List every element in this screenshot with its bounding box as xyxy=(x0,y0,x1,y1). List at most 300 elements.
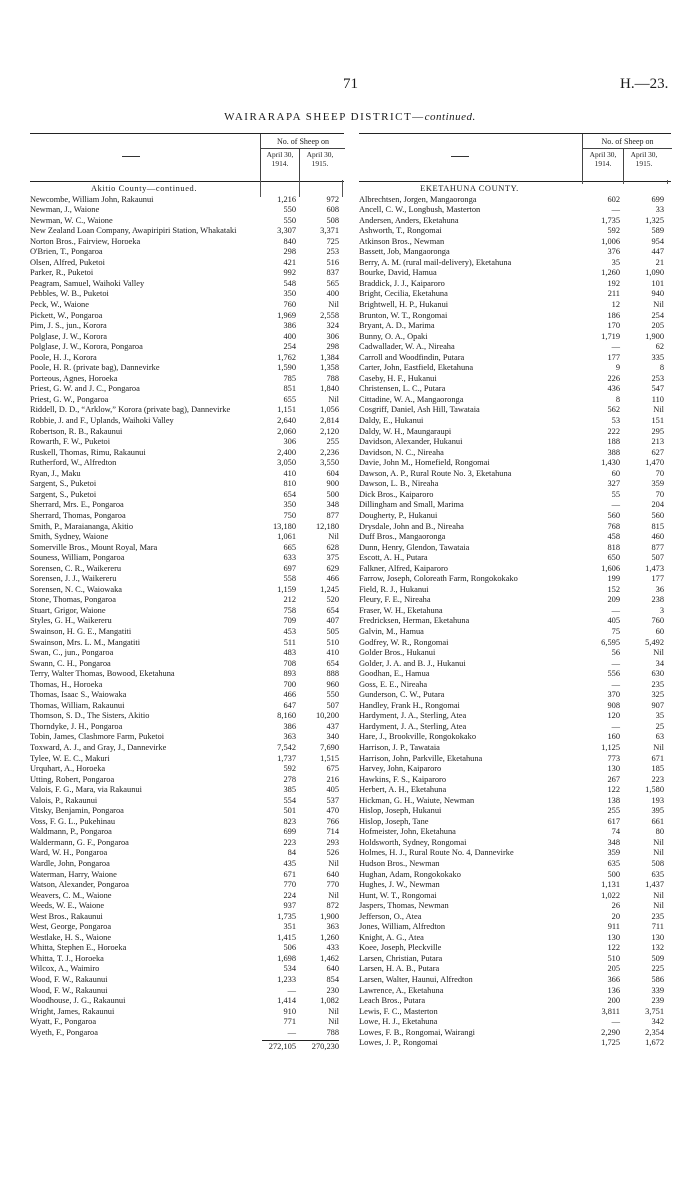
sheep-1915: 1,090 xyxy=(645,268,664,278)
owner-name: Whitta, T. J., Horoeka xyxy=(30,953,104,963)
table-row xyxy=(359,638,671,649)
sheep-1915: 204 xyxy=(651,500,664,510)
table-row xyxy=(359,458,671,469)
sheep-1914: 200 xyxy=(607,996,620,1006)
owner-name: Daldy, W. H., Maungaraupi xyxy=(359,426,452,436)
sheep-1914: 550 xyxy=(283,215,296,225)
sheep-1915: 608 xyxy=(326,205,339,215)
sheep-1914: 633 xyxy=(283,553,296,563)
sheep-1914: 1,698 xyxy=(277,953,296,963)
owner-name: Sargent, S., Puketoi xyxy=(30,479,97,489)
table-row xyxy=(30,1028,344,1039)
table-row xyxy=(359,627,671,638)
table-row xyxy=(359,321,671,332)
sheep-1915: 7,690 xyxy=(320,742,339,752)
sheep-1914: 421 xyxy=(283,257,296,267)
header-group-label: No. of Sheep on xyxy=(261,137,345,149)
sheep-1914: 501 xyxy=(283,806,296,816)
sheep-1915: 2,354 xyxy=(645,1027,664,1037)
owner-name: Hudson Bros., Newman xyxy=(359,859,440,868)
sheep-1915: Nil xyxy=(328,300,339,310)
owner-name: Dawson, L. B., Nireaha xyxy=(359,479,439,489)
sheep-1914: 1,719 xyxy=(601,331,620,341)
table-row xyxy=(30,1007,344,1018)
table-row xyxy=(359,933,671,944)
table-row xyxy=(30,933,344,944)
table-row xyxy=(30,838,344,849)
sheep-1914: 351 xyxy=(283,922,296,932)
sheep-1914: — xyxy=(611,679,620,689)
table-row xyxy=(359,479,671,490)
sheep-1914: 386 xyxy=(283,721,296,731)
total-1914: 272,105 xyxy=(268,1042,296,1052)
table-row xyxy=(30,975,344,986)
table-row xyxy=(30,437,344,448)
table-row xyxy=(359,827,671,838)
table-row xyxy=(359,311,671,322)
sheep-1914: 363 xyxy=(283,732,296,742)
owner-name: Toxward, A. J., and Gray, J., Dannevirke xyxy=(30,742,167,752)
sheep-1915: 213 xyxy=(651,437,664,447)
owner-name: Lawrence, A., Eketahuna xyxy=(359,985,444,995)
table-row xyxy=(30,279,344,290)
table-row xyxy=(30,595,344,606)
sheep-1914: 177 xyxy=(607,352,620,362)
table-row xyxy=(30,490,344,501)
sheep-1915: 2,120 xyxy=(320,426,339,436)
sheep-1915: 640 xyxy=(326,964,339,974)
table-row xyxy=(30,574,344,585)
sheep-1914: 558 xyxy=(283,574,296,584)
sheep-1914: 771 xyxy=(283,1017,296,1027)
sheep-1915: 400 xyxy=(326,289,339,299)
table-row xyxy=(30,722,344,733)
sheep-1915: 33 xyxy=(655,205,664,215)
header-owner-dash xyxy=(122,156,140,157)
table-row xyxy=(359,648,671,659)
sheep-1914: 1,735 xyxy=(601,215,620,225)
sheep-1915: 225 xyxy=(651,964,664,974)
owner-name: Pim, J. S., jun., Korora xyxy=(30,321,107,331)
owner-name: Thomas, H., Horoeka xyxy=(30,679,103,689)
sheep-1915: 466 xyxy=(326,574,339,584)
owner-name: Goodhan, E., Hamua xyxy=(359,669,430,679)
table-row xyxy=(30,553,344,564)
sheep-1915: 877 xyxy=(326,510,339,520)
sheep-1915: 348 xyxy=(326,500,339,510)
table-row xyxy=(30,659,344,670)
table-row xyxy=(359,669,671,680)
table-row xyxy=(30,775,344,786)
owner-name: Godfrey, W. R., Rongomai xyxy=(359,637,449,647)
owner-name: Duff Bros., Mangaoronga xyxy=(359,532,446,542)
owner-name: Voss, F. G. L., Pukehinau xyxy=(30,816,116,826)
sheep-1914: 35 xyxy=(611,257,620,267)
table-row xyxy=(30,848,344,859)
sheep-1915: 1,462 xyxy=(320,953,339,963)
owner-name: Lewis, F. C., Masterton xyxy=(359,1006,438,1016)
sheep-1915: 960 xyxy=(326,679,339,689)
table-row xyxy=(30,964,344,975)
table-row xyxy=(30,701,344,712)
sheep-1914: 74 xyxy=(611,827,620,837)
table-row xyxy=(359,954,671,965)
sheep-1915: 671 xyxy=(651,753,664,763)
sheep-1915: 635 xyxy=(651,869,664,879)
sheep-1914: 758 xyxy=(283,605,296,615)
table-row xyxy=(30,901,344,912)
sheep-1914: 650 xyxy=(607,553,620,563)
table-row xyxy=(30,616,344,627)
sheep-1915: Nil xyxy=(653,890,664,900)
sheep-1915: 298 xyxy=(326,342,339,352)
sheep-1915: 62 xyxy=(655,342,664,352)
sheep-1915: Nil xyxy=(653,901,664,911)
sheep-1914: 224 xyxy=(283,890,296,900)
owner-name: Koee, Joseph, Pleckville xyxy=(359,943,442,953)
owner-name: Waldmann, P., Pongaroa xyxy=(30,827,112,837)
table-row xyxy=(30,363,344,374)
owner-name: Sorensen, N. C., Waiowaka xyxy=(30,584,122,594)
sheep-1914: 55 xyxy=(611,489,620,499)
owner-name: Wood, F. W., Rakaunui xyxy=(30,975,108,985)
sheep-1914: 592 xyxy=(283,764,296,774)
sheep-1915: 306 xyxy=(326,331,339,341)
sheep-1915: 630 xyxy=(651,669,664,679)
sheep-1915: 235 xyxy=(651,679,664,689)
sheep-1915: 185 xyxy=(651,764,664,774)
sheep-1915: Nil xyxy=(328,532,339,542)
sheep-1915: 239 xyxy=(651,996,664,1006)
table-row xyxy=(30,427,344,438)
owner-name: Holdsworth, Sydney, Rongomai xyxy=(359,837,467,847)
sheep-1915: Nil xyxy=(653,648,664,658)
sheep-1915: 629 xyxy=(326,563,339,573)
sheep-1914: 192 xyxy=(607,278,620,288)
sheep-1914: 435 xyxy=(283,859,296,868)
sheep-1915: 507 xyxy=(326,700,339,710)
sheep-1915: 110 xyxy=(651,394,664,404)
sheep-1915: 340 xyxy=(326,732,339,742)
sheep-1914: 122 xyxy=(607,785,620,795)
sheep-1914: 12 xyxy=(611,300,620,310)
owner-name: Hunt, W. T., Rongomai xyxy=(359,890,437,900)
owner-name: Thomson, S. D., The Sisters, Akitio xyxy=(30,711,150,721)
owner-name: Poole, H. J., Korora xyxy=(30,352,97,362)
sheep-1915: 410 xyxy=(326,648,339,658)
sheep-1914: 278 xyxy=(283,774,296,784)
sheep-1915: 70 xyxy=(655,489,664,499)
sheep-1915: 205 xyxy=(651,321,664,331)
sheep-1914: 1,061 xyxy=(277,532,296,542)
sheep-1915: 1,900 xyxy=(645,331,664,341)
owner-name: O'Brien, T., Pongaroa xyxy=(30,247,103,257)
sheep-1915: 324 xyxy=(326,321,339,331)
sheep-1914: 466 xyxy=(283,690,296,700)
owner-name: Ruskell, Thomas, Rimu, Rakaunui xyxy=(30,447,146,457)
table-row xyxy=(359,511,671,522)
sheep-1914: 327 xyxy=(607,479,620,489)
sheep-1914: 548 xyxy=(283,278,296,288)
owner-name: Newman, W. C., Waione xyxy=(30,215,113,225)
sheep-1914: 3,050 xyxy=(277,458,296,468)
owner-name: Larsen, H. A. B., Putara xyxy=(359,964,440,974)
total-rule xyxy=(262,1040,339,1041)
sheep-1914: — xyxy=(611,721,620,731)
table-row xyxy=(359,606,671,617)
owner-name: Hislop, Joseph, Hukanui xyxy=(359,806,442,816)
sheep-1915: 325 xyxy=(651,690,664,700)
owner-name: Swan, C., jun., Pongaroa xyxy=(30,648,114,658)
sheep-1915: 10,200 xyxy=(315,711,339,721)
owner-name: Hughan, Adam, Rongokokako xyxy=(359,869,461,879)
owner-name: Robertson, R. B., Rakaunui xyxy=(30,426,123,436)
sheep-1914: 160 xyxy=(607,732,620,742)
sheep-1915: 1,325 xyxy=(645,215,664,225)
header-col-1915: April 30, 1915. xyxy=(630,150,658,168)
header-owner-dash xyxy=(451,156,469,157)
sheep-1914: 255 xyxy=(607,806,620,816)
owner-name: Pebbles, W. B., Puketoi xyxy=(30,289,109,299)
sheep-1914: 410 xyxy=(283,468,296,478)
owner-name: Woodhouse, J. G., Rakaunui xyxy=(30,996,126,1006)
sheep-1914: 306 xyxy=(283,437,296,447)
table-row xyxy=(30,448,344,459)
owner-name: Ancell, C. W., Longbush, Masterton xyxy=(359,205,481,215)
sheep-1915: 1,580 xyxy=(645,785,664,795)
table-row xyxy=(359,690,671,701)
table-row xyxy=(359,384,671,395)
owner-name: Larsen, Walter, Haunui, Alfredton xyxy=(359,975,473,985)
sheep-1915: 255 xyxy=(326,437,339,447)
owner-name: Lowes, F. B., Rongomai, Wairangi xyxy=(359,1027,475,1037)
owner-name: Holmes, H. J., Rural Route No. 4, Dannevirke xyxy=(359,848,514,858)
sheep-1914: 1,606 xyxy=(601,563,620,573)
owner-name: Pickett, W., Pongaroa xyxy=(30,310,103,320)
owner-name: Westlake, H. S., Waione xyxy=(30,932,112,942)
sheep-1915: 760 xyxy=(651,616,664,626)
owner-name: Stuart, Grigor, Waione xyxy=(30,605,106,615)
table-row xyxy=(359,785,671,796)
sheep-1914: 186 xyxy=(607,310,620,320)
sheep-1915: 714 xyxy=(326,827,339,837)
owner-name: Weavers, C. M., Waione xyxy=(30,890,112,900)
owner-name: Wardle, John, Pongaroa xyxy=(30,859,110,868)
table-row xyxy=(359,996,671,1007)
sheep-1914: 1,125 xyxy=(601,742,620,752)
sheep-1914: 366 xyxy=(607,975,620,985)
owner-name: Vitsky, Benjamin, Pongaroa xyxy=(30,806,124,816)
column-rule xyxy=(582,180,583,184)
sheep-1914: 560 xyxy=(607,510,620,520)
sheep-1914: 592 xyxy=(607,226,620,236)
table-row xyxy=(359,522,671,533)
table-row xyxy=(359,659,671,670)
owner-name: Brunton, W. T., Rongomai xyxy=(359,310,448,320)
sheep-1915: 654 xyxy=(326,605,339,615)
table-row xyxy=(30,922,344,933)
table-row xyxy=(30,880,344,891)
table-row xyxy=(359,363,671,374)
sheep-1914: 851 xyxy=(283,384,296,394)
table-row xyxy=(30,500,344,511)
owner-name: Larsen, Christian, Putara xyxy=(359,953,443,963)
owner-name: Wilcox, A., Waimiro xyxy=(30,964,100,974)
sheep-1914: 170 xyxy=(607,321,620,331)
column-rule xyxy=(667,180,668,184)
sheep-1914: 9 xyxy=(615,363,620,373)
sheep-1914: 1,131 xyxy=(601,880,620,890)
table-row xyxy=(30,711,344,722)
owner-name: Harrison, J. P., Tawataia xyxy=(359,742,440,752)
table-row xyxy=(30,827,344,838)
owner-name: Drysdale, John and B., Nireaha xyxy=(359,521,464,531)
table-row xyxy=(30,258,344,269)
owner-name: Fleury, F. E., Nireaha xyxy=(359,595,431,605)
sheep-1914: 370 xyxy=(607,690,620,700)
sheep-1914: 840 xyxy=(283,236,296,246)
owner-name: Swainson, H. G. E., Mangatiti xyxy=(30,626,132,636)
sheep-1915: 940 xyxy=(651,289,664,299)
owner-name: Styles, G. H., Waikereru xyxy=(30,616,112,626)
page-reference: H.—23. xyxy=(620,76,669,92)
owner-name: Davidson, N. C., Nireaha xyxy=(359,447,444,457)
sheep-1915: 177 xyxy=(651,574,664,584)
column-rule xyxy=(299,180,300,197)
sheep-1914: 56 xyxy=(611,648,620,658)
sheep-1914: 1,430 xyxy=(601,458,620,468)
table-row xyxy=(30,859,344,870)
sheep-1915: 550 xyxy=(326,690,339,700)
sheep-1914: 510 xyxy=(607,953,620,963)
owner-name: Thomas, William, Rakaunui xyxy=(30,700,125,710)
table-row xyxy=(30,469,344,480)
sheep-1915: 640 xyxy=(326,869,339,879)
sheep-1915: 80 xyxy=(655,827,664,837)
table-row xyxy=(359,448,671,459)
table-row xyxy=(359,574,671,585)
table-row xyxy=(30,332,344,343)
table-row xyxy=(359,543,671,554)
sheep-1915: 510 xyxy=(326,637,339,647)
sheep-1915: 507 xyxy=(651,553,664,563)
table-row xyxy=(359,595,671,606)
table-row xyxy=(359,216,671,227)
sheep-1915: Nil xyxy=(328,1006,339,1016)
table-row xyxy=(359,195,671,206)
table-row xyxy=(359,374,671,385)
owner-name: Knight, A. G., Atea xyxy=(359,932,424,942)
owner-name: Hardyment, J. A., Sterling, Atea xyxy=(359,721,467,731)
sheep-1915: 907 xyxy=(651,700,664,710)
sheep-1914: 910 xyxy=(283,1006,296,1016)
sheep-1914: 500 xyxy=(607,869,620,879)
sheep-1915: 3 xyxy=(659,605,664,615)
table-row xyxy=(359,585,671,596)
sheep-1914: 1,735 xyxy=(277,911,296,921)
sheep-1914: 893 xyxy=(283,669,296,679)
sheep-1914: 665 xyxy=(283,542,296,552)
table-row xyxy=(30,680,344,691)
sheep-1915: Nil xyxy=(653,300,664,310)
sheep-1915: 101 xyxy=(651,278,664,288)
sheep-1914: 708 xyxy=(283,658,296,668)
owner-name: Ward, W. H., Pongaroa xyxy=(30,848,108,858)
sheep-1914: 188 xyxy=(607,437,620,447)
owner-name: Robbie, J. and F., Uplands, Waihoki Valley xyxy=(30,416,174,426)
owner-name: Fraser, W. H., Eketahuna xyxy=(359,605,443,615)
owner-name: Braddick, J. J., Kaiparoro xyxy=(359,278,445,288)
sheep-1914: 908 xyxy=(607,700,620,710)
sheep-1914: 20 xyxy=(611,911,620,921)
sheep-1915: 560 xyxy=(651,510,664,520)
sheep-1915: 877 xyxy=(651,542,664,552)
table-row xyxy=(30,311,344,322)
table-row xyxy=(359,279,671,290)
sheep-1914: 2,400 xyxy=(277,447,296,457)
sheep-1915: 537 xyxy=(326,795,339,805)
sheep-1915: 526 xyxy=(326,848,339,858)
sheep-1915: 437 xyxy=(326,721,339,731)
owner-name: Berry, A. M. (rural mail-delivery), Eketahuna xyxy=(359,257,512,267)
sheep-1914: 3,307 xyxy=(277,226,296,236)
sheep-1914: 699 xyxy=(283,827,296,837)
sheep-1914: 223 xyxy=(283,837,296,847)
sheep-1915: 815 xyxy=(651,521,664,531)
table-row xyxy=(359,891,671,902)
sheep-1915: 661 xyxy=(651,816,664,826)
table-row xyxy=(30,195,344,206)
page-title xyxy=(0,111,700,123)
sheep-1914: 3,811 xyxy=(601,1006,620,1016)
sheep-1914: 136 xyxy=(607,985,620,995)
owner-name: Valois, P., Rakaunui xyxy=(30,795,98,805)
table-row xyxy=(30,205,344,216)
sheep-1914: 130 xyxy=(607,764,620,774)
owner-name: West, George, Pongaroa xyxy=(30,922,112,932)
owner-name: Dougherty, P., Hukanui xyxy=(359,510,438,520)
owner-name: Davidson, Alexander, Hukanui xyxy=(359,437,463,447)
owner-name: Davie, John M., Homefield, Rongomai xyxy=(359,458,490,468)
owner-name: Urquhart, A., Horoeka xyxy=(30,764,106,774)
sheep-1915: 1,437 xyxy=(645,880,664,890)
table-row xyxy=(359,722,671,733)
table-row xyxy=(30,300,344,311)
table-row xyxy=(30,669,344,680)
sheep-1914: 750 xyxy=(283,510,296,520)
table-row xyxy=(359,701,671,712)
owner-name: Tobin, James, Clashmore Farm, Puketoi xyxy=(30,732,165,742)
sheep-1915: 295 xyxy=(651,426,664,436)
owner-name: Carter, John, Eastfield, Eketahuna xyxy=(359,363,474,373)
table-row xyxy=(359,469,671,480)
table-row xyxy=(30,754,344,765)
owner-name: Lowe, H. J., Eketahuna xyxy=(359,1017,438,1027)
owner-name: Bright, Cecilia, Eketahuna xyxy=(359,289,448,299)
sheep-1914: 205 xyxy=(607,964,620,974)
owner-name: Andersen, Anders, Eketahuna xyxy=(359,215,459,225)
sheep-1914: 1,414 xyxy=(277,996,296,1006)
sheep-1914: 211 xyxy=(607,289,620,299)
sheep-1914: 697 xyxy=(283,563,296,573)
sheep-1914: 75 xyxy=(611,626,620,636)
table-row xyxy=(359,848,671,859)
sheep-1914: 350 xyxy=(283,289,296,299)
sheep-1915: 254 xyxy=(651,310,664,320)
table-row xyxy=(359,806,671,817)
header-col-1914: April 30, 1914. xyxy=(266,150,294,168)
owner-name: Utting, Robert, Pongaroa xyxy=(30,774,115,784)
